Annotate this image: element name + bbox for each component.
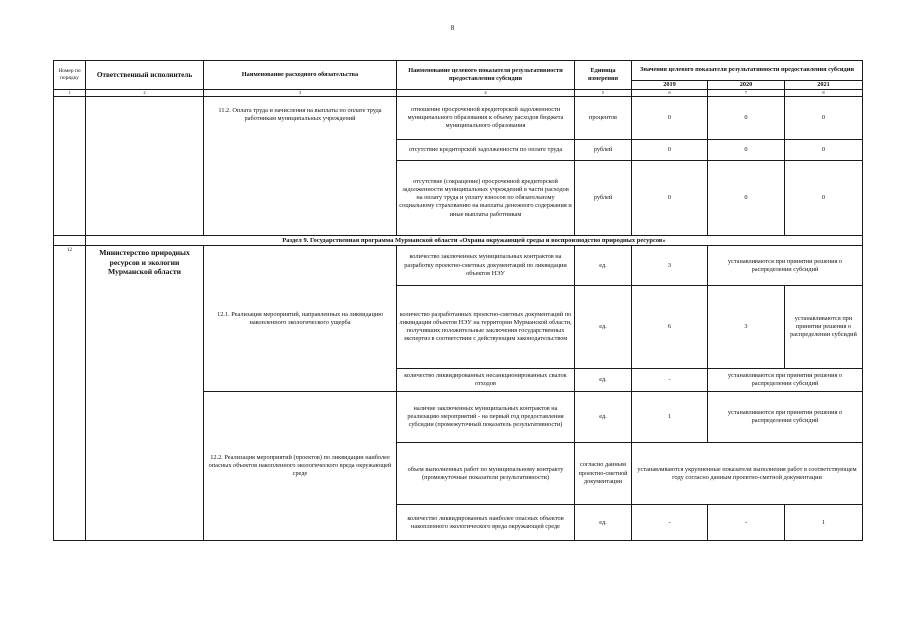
- unit-cell: ед.: [575, 286, 632, 369]
- row-number-12: 12: [54, 246, 86, 541]
- value-2020: 3: [708, 286, 785, 369]
- obligation-12-1: 12.1. Реализация мероприятий, направленных на ликвидацию накопленного экологического ущерба: [204, 246, 397, 392]
- indicator-cell: отношение просроченной кредиторской задолженности муниципального образования к объему расходов бюджета муниципального образования: [397, 97, 575, 140]
- col-number: 5: [575, 90, 632, 97]
- obligation-12-2: 12.2. Реализация мероприятий (проектов) по ликвидации наиболее опасных объектов накопленного экологического вреда окружающей среде: [204, 392, 397, 541]
- table-row: [54, 246, 863, 286]
- col-number: 8: [785, 90, 863, 97]
- header-indicator: Наименование целевого показателя результативности предоставления субсидии: [397, 61, 575, 90]
- indicator-cell: количество ликвидированных несанкционированных свалок отходов: [397, 369, 575, 392]
- page-number: 8: [450, 24, 455, 32]
- value-2019: 3: [632, 246, 708, 286]
- value-2019: 0: [632, 161, 708, 236]
- value-2021: 0: [785, 97, 863, 140]
- value-merged-note: устанавливаются при принятии решения о распределении субсидий: [708, 246, 863, 286]
- indicator-cell: отсутствие кредиторской задолженности по оплате труда: [397, 140, 575, 161]
- col-number: 2: [86, 90, 204, 97]
- value-2020: 0: [708, 140, 785, 161]
- value-2020: 0: [708, 161, 785, 236]
- header-row: [54, 61, 863, 81]
- value-merged-note: устанавливаются при принятии решения о распределении субсидий: [708, 369, 863, 392]
- unit-cell: ед.: [575, 505, 632, 541]
- unit-cell: ед.: [575, 369, 632, 392]
- unit-cell: согласно данным проектно-сметной документации: [575, 443, 632, 505]
- value-2019: 1: [632, 392, 708, 443]
- section-9-title: Раздел 9. Государственная программа Мурманской области «Охрана окружающей среды и воспроизводство природных ресурсов»: [86, 236, 863, 246]
- header-year-2021: 2021: [785, 81, 863, 90]
- header-year-2020: 2020: [708, 81, 785, 90]
- header-unit: Единица измерения: [575, 61, 632, 90]
- header-values-group: Значения целевого показателя результативности предоставления субсидии: [632, 61, 863, 81]
- empty-cell: [54, 236, 86, 246]
- table-row: [54, 97, 863, 140]
- subsidy-indicators-table: [53, 60, 863, 541]
- value-2021: 0: [785, 161, 863, 236]
- indicator-cell: объем выполненных работ по муниципальному контракту (промежуточные показатели результативности): [397, 443, 575, 505]
- indicator-cell: отсутствие (сокращение) просроченной кредиторской задолженности муниципальных учреждений в части расходов на оплату труда и уплату взносов по обязательному социальному страхованию на выплаты денежного содержания и иные выплаты работникам: [397, 161, 575, 236]
- col-number: 6: [632, 90, 708, 97]
- empty-cell: [86, 97, 204, 236]
- unit-cell: рублей: [575, 140, 632, 161]
- header-year-2019: 2019: [632, 81, 708, 90]
- empty-cell: [54, 97, 86, 236]
- column-numbers-row: [54, 90, 863, 97]
- value-2021: 1: [785, 505, 863, 541]
- unit-cell: ед.: [575, 392, 632, 443]
- header-obligation: Наименование расходного обязательства: [204, 61, 397, 90]
- unit-cell: процентов: [575, 97, 632, 140]
- unit-cell: ед.: [575, 246, 632, 286]
- header-executor: Ответственный исполнитель: [86, 61, 204, 90]
- header-number: Номер по порядку: [54, 61, 86, 90]
- indicator-cell: количество разработанных проектно-сметных документаций по ликвидации объектов НЭУ на территории Мурманской области, получивших положительные заключения государственных экспертиз в соответствии с действующим законодательством: [397, 286, 575, 369]
- value-merged-note: устанавливаются при принятии решения о распределении субсидий: [708, 392, 863, 443]
- value-2021: 0: [785, 140, 863, 161]
- value-2019: 0: [632, 140, 708, 161]
- indicator-cell: количество ликвидированных наиболее опасных объектов накопленного экологического вреда окружающей среде: [397, 505, 575, 541]
- col-number: 1: [54, 90, 86, 97]
- value-2019: 6: [632, 286, 708, 369]
- value-2019: 0: [632, 97, 708, 140]
- value-2021: устанавливаются при принятии решения о распределении субсидий: [785, 286, 863, 369]
- obligation-11-2: 11.2. Оплата труда и начисления на выплаты по оплате труда работникам муниципальных учреждений: [204, 97, 397, 236]
- value-2019: -: [632, 369, 708, 392]
- value-2020: -: [708, 505, 785, 541]
- unit-cell: рублей: [575, 161, 632, 236]
- value-2019: -: [632, 505, 708, 541]
- indicator-cell: наличие заключенных муниципальных контрактов на реализацию мероприятий - на первый год предоставления субсидии (промежуточный показатель результативности): [397, 392, 575, 443]
- section-row: [54, 236, 863, 246]
- col-number: 3: [204, 90, 397, 97]
- executor-ministry: Министерство природных ресурсов и экологии Мурманской области: [86, 246, 204, 541]
- indicator-cell: количество заключенных муниципальных контрактов на разработку проектно-сметных документаций по ликвидации объектов НЭУ: [397, 246, 575, 286]
- col-number: 7: [708, 90, 785, 97]
- value-merged-note: устанавливаются укрупненные показатели выполнения работ в соответствующем году согласно данным проектно-сметной документации: [632, 443, 863, 505]
- col-number: 4: [397, 90, 575, 97]
- value-2020: 0: [708, 97, 785, 140]
